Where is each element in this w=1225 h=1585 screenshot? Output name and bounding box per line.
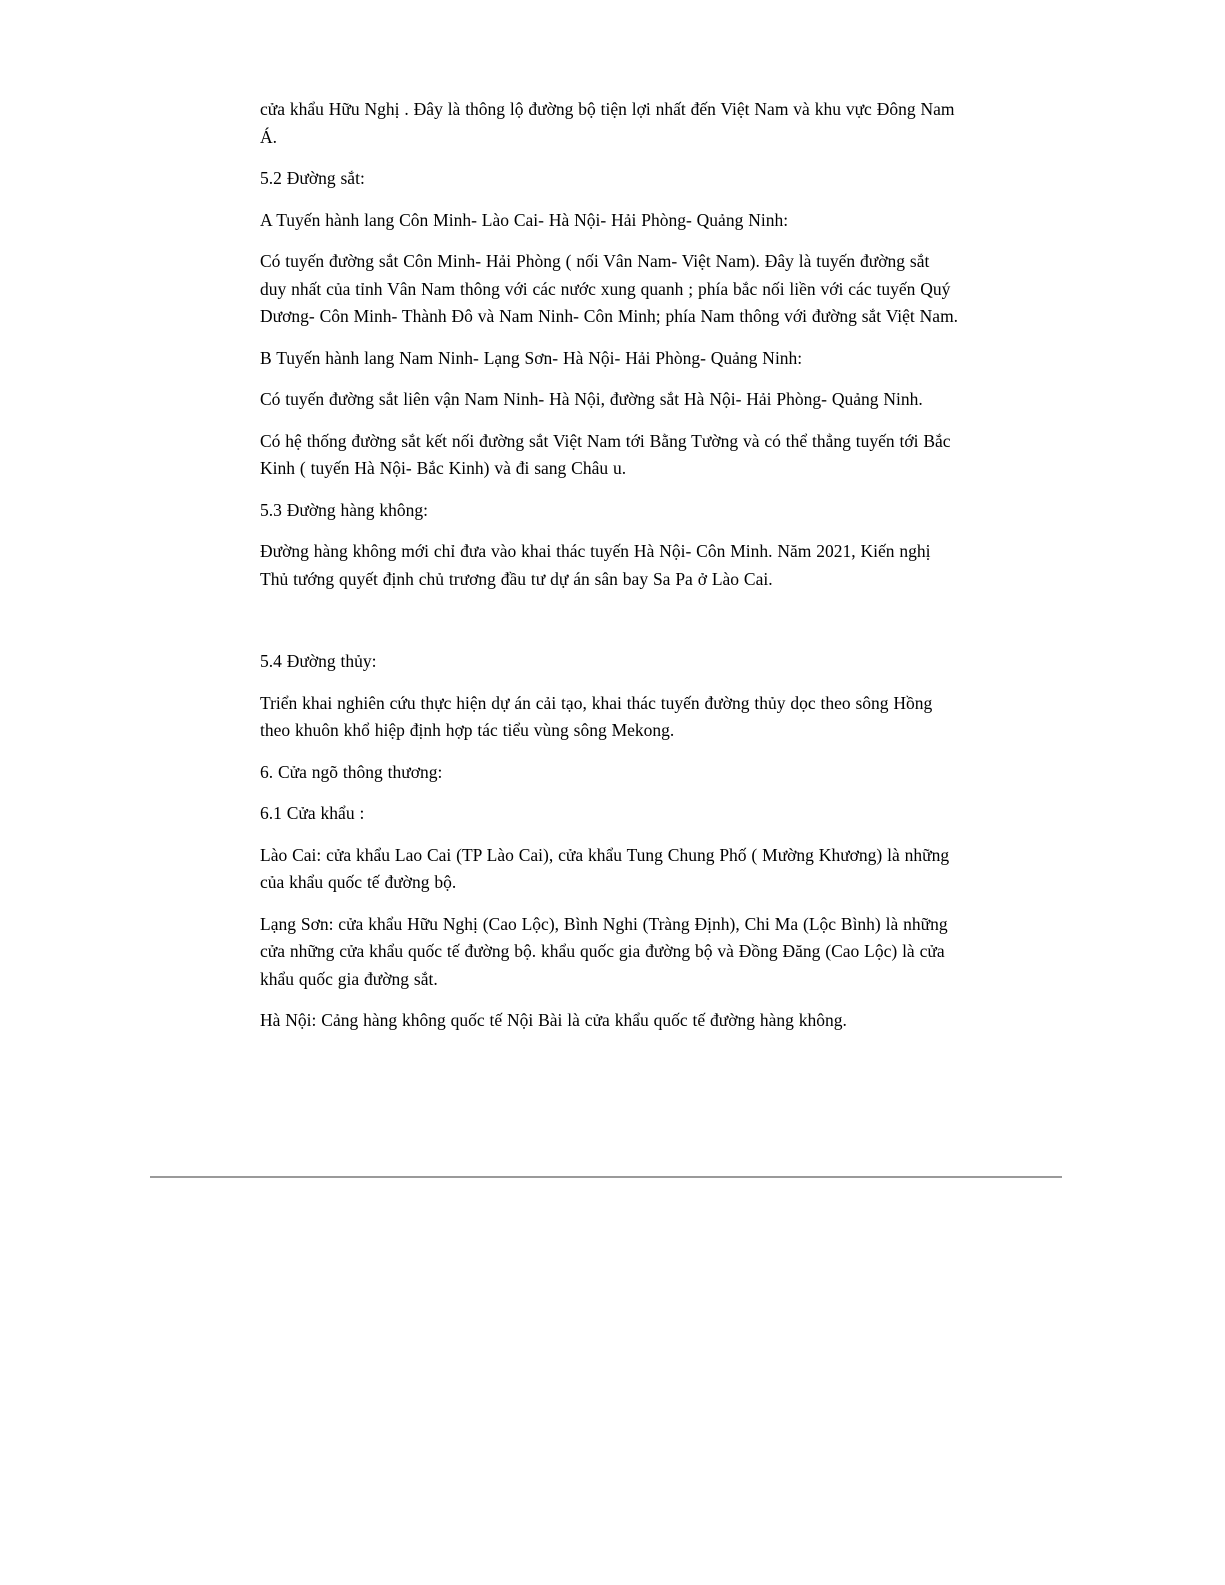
paragraph-continuation: cửa khẩu Hữu Nghị . Đây là thông lộ đường bộ tiện lợi nhất đến Việt Nam và khu vực Đông Nam Á.: [260, 99, 955, 147]
heading-6-cua-ngo: 6. Cửa ngõ thông thương:: [260, 761, 443, 782]
paragraph-corridor-b-detail: Có tuyến đường sắt liên vận Nam Ninh- Hà Nội, đường sắt Hà Nội- Hải Phòng- Quảng Ninh.: [260, 389, 923, 409]
paragraph-corridor-b: B Tuyến hành lang Nam Ninh- Lạng Sơn- Hà Nội- Hải Phòng- Quảng Ninh:: [260, 347, 803, 368]
paragraph-aviation-detail: Đường hàng không mới chỉ đưa vào khai thác tuyến Hà Nội- Côn Minh. Năm 2021, Kiến nghị Thủ tướng quyết định chủ trương đầu tư dự án sân bay Sa Pa ở Lào Cai.: [260, 541, 931, 589]
horizontal-rule: [150, 1176, 1062, 1178]
heading-5-2-duong-sat: 5.2 Đường sắt:: [260, 168, 365, 188]
paragraph-rail-network: Có hệ thống đường sắt kết nối đường sắt Việt Nam tới Bằng Tường và có thể thẳng tuyến tới Bắc Kinh ( tuyến Hà Nội- Bắc Kinh) và đi sang Châu u.: [260, 430, 951, 478]
paragraph-waterway-detail: Triển khai nghiên cứu thực hiện dự án cải tạo, khai thác tuyến đường thủy dọc theo sông Hồng theo khuôn khổ hiệp định hợp tác tiểu vùng sông Mekong.: [260, 692, 933, 740]
paragraph-corridor-a: A Tuyến hành lang Côn Minh- Lào Cai- Hà Nội- Hải Phòng- Quảng Ninh:: [260, 209, 789, 230]
paragraph-corridor-a-detail: Có tuyến đường sắt Côn Minh- Hải Phòng ( nối Vân Nam- Việt Nam). Đây là tuyến đường sắt duy nhất của tỉnh Vân Nam thông với các nước xung quanh ; phía bắc nối liền với các tuyến Quý Dương- Côn Minh- Thành Đô và Nam Ninh- Côn Minh; phía Nam thông với đường sắt Việt Nam.: [260, 251, 959, 326]
heading-5-4-duong-thuy: 5.4 Đường thủy:: [260, 651, 377, 671]
heading-5-3-duong-hang-khong: 5.3 Đường hàng không:: [260, 499, 429, 520]
paragraph-ha-noi-gate: Hà Nội: Cảng hàng không quốc tế Nội Bài là cửa khẩu quốc tế đường hàng không.: [260, 1010, 847, 1030]
paragraph-lao-cai-gates: Lào Cai: cửa khẩu Lao Cai (TP Lào Cai), cửa khẩu Tung Chung Phố ( Mường Khương) là những của khẩu quốc tế đường bộ.: [260, 844, 950, 892]
heading-6-1-cua-khau: 6.1 Cửa khẩu :: [260, 803, 365, 823]
paragraph-lang-son-gates: Lạng Sơn: cửa khẩu Hữu Nghị (Cao Lộc), Bình Nghi (Tràng Định), Chi Ma (Lộc Bình) là những cửa những cửa khẩu quốc tế đường bộ. khẩu quốc gia đường bộ và Đồng Đăng (Cao Lộc) là cửa khẩu quốc gia đường sắt.: [260, 913, 948, 989]
document-body: [260, 96, 960, 1049]
paragraph-blank: [260, 607, 960, 634]
